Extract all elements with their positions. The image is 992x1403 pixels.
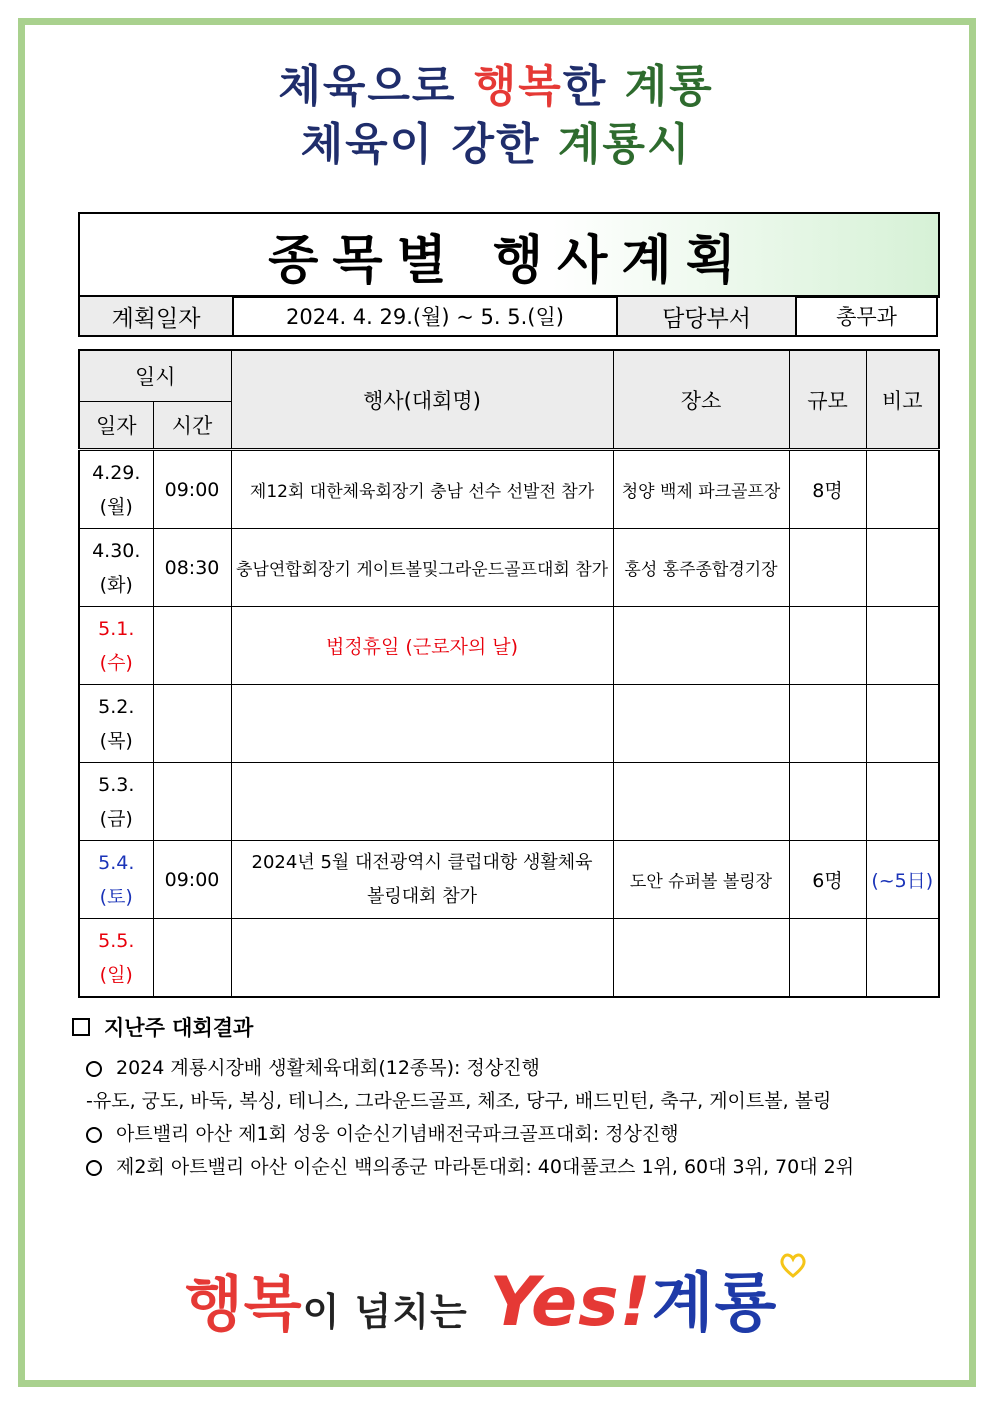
header-note: 비고 xyxy=(866,350,939,450)
place-cell: 도안 슈퍼볼 볼링장 xyxy=(613,841,789,919)
dept-value: 총무과 xyxy=(796,296,937,336)
header-datetime: 일시 xyxy=(79,350,231,402)
place-cell: 청양 백제 파크골프장 xyxy=(613,450,789,529)
event-cell xyxy=(231,685,613,763)
header-scale: 규모 xyxy=(789,350,866,450)
results-heading-text: 지난주 대회결과 xyxy=(104,1016,254,1040)
event-cell: 제12회 대한체육회장기 충남 선수 선발전 참가 xyxy=(231,450,613,529)
slogan-text: 체육이 강한 xyxy=(300,119,558,170)
scale-cell xyxy=(789,607,866,685)
slogan-text: 계룡시 xyxy=(557,119,692,170)
note-cell: (~5日) xyxy=(866,841,939,919)
date-cell xyxy=(79,607,153,685)
slogan-line-1 xyxy=(0,50,992,114)
table-row xyxy=(79,529,939,607)
header-place: 장소 xyxy=(613,350,789,450)
scale-cell xyxy=(789,685,866,763)
event-cell: 2024년 5월 대전광역시 클럽대항 생활체육 볼링대회 참가 xyxy=(231,841,613,919)
place-cell xyxy=(613,685,789,763)
schedule-body xyxy=(79,450,939,998)
weekday-text: (일) xyxy=(99,963,133,986)
result-item-text: 2024 계룡시장배 생활체육대회(12종목): 정상진행 xyxy=(116,1057,540,1079)
footer-text: 행복 xyxy=(184,1270,303,1340)
weekday-text: (화) xyxy=(99,573,133,596)
scale-cell xyxy=(789,763,866,841)
header-event: 행사(대회명) xyxy=(231,350,613,450)
note-cell xyxy=(866,919,939,998)
schedule-table xyxy=(78,349,940,998)
table-row xyxy=(79,919,939,998)
time-cell: 09:00 xyxy=(153,450,231,529)
results-heading xyxy=(72,1012,952,1042)
slogan-text: 체육으로 xyxy=(278,61,474,112)
place-cell xyxy=(613,607,789,685)
date-text: 4.30. xyxy=(92,539,141,562)
place-cell xyxy=(613,919,789,998)
note-cell xyxy=(866,450,939,529)
note-cell xyxy=(866,763,939,841)
header-time: 시간 xyxy=(153,402,231,450)
date-text: 5.5. xyxy=(98,929,135,952)
time-cell xyxy=(153,607,231,685)
date-text: 5.4. xyxy=(98,851,135,874)
weekday-text: (금) xyxy=(99,807,133,830)
document-title: 종목별 행사계획 xyxy=(268,230,750,291)
event-cell xyxy=(231,919,613,998)
table-row xyxy=(79,450,939,529)
document-title-box xyxy=(78,212,940,298)
circle-bullet-icon xyxy=(86,1127,102,1143)
date-cell xyxy=(79,841,153,919)
slogan-text: 행복 xyxy=(473,61,563,112)
footer-text: Yes! xyxy=(489,1263,652,1342)
result-item-text: -유도, 궁도, 바둑, 복싱, 테니스, 그라운드골프, 체조, 당구, 배드민턴, 축구, 게이트볼, 볼링 xyxy=(86,1090,832,1112)
plan-date-label: 계획일자 xyxy=(79,296,233,336)
scale-cell: 6명 xyxy=(789,841,866,919)
place-cell xyxy=(613,763,789,841)
time-cell: 09:00 xyxy=(153,841,231,919)
time-cell xyxy=(153,919,231,998)
header-date: 일자 xyxy=(79,402,153,450)
weekday-text: (월) xyxy=(99,495,133,518)
result-item xyxy=(72,1085,952,1118)
scale-cell xyxy=(789,919,866,998)
scale-cell xyxy=(789,529,866,607)
circle-bullet-icon xyxy=(86,1160,102,1176)
weekday-text: (목) xyxy=(99,729,133,752)
place-cell: 홍성 홍주종합경기장 xyxy=(613,529,789,607)
time-cell xyxy=(153,685,231,763)
slogan-text: 계룡 xyxy=(624,61,714,112)
footer-text: 계룡 xyxy=(651,1267,778,1341)
footer-text: 이 넘치는 xyxy=(302,1290,468,1334)
result-item-text: 아트밸리 아산 제1회 성웅 이순신기념배전국파크골프대회: 정상진행 xyxy=(116,1123,679,1145)
note-cell xyxy=(866,685,939,763)
square-bullet-icon xyxy=(72,1018,90,1036)
slogan-line-2 xyxy=(0,108,992,172)
note-cell xyxy=(866,607,939,685)
table-row xyxy=(79,607,939,685)
plan-date-value: 2024. 4. 29.(월) ~ 5. 5.(일) xyxy=(233,296,617,336)
table-row xyxy=(79,841,939,919)
date-cell xyxy=(79,450,153,529)
dept-label: 담당부서 xyxy=(617,296,796,336)
table-row xyxy=(79,763,939,841)
date-cell xyxy=(79,763,153,841)
event-cell xyxy=(231,763,613,841)
time-cell: 08:30 xyxy=(153,529,231,607)
date-cell xyxy=(79,685,153,763)
event-cell: 법정휴일 (근로자의 날) xyxy=(231,607,613,685)
heart-icon xyxy=(779,1252,807,1278)
plan-info-table xyxy=(78,295,938,337)
date-text: 5.3. xyxy=(98,773,135,796)
slogan-text: 한 xyxy=(562,61,625,112)
result-item-text: 제2회 아트밸리 아산 이순신 백의종군 마라톤대회: 40대풀코스 1위, 60대 3위, 70대 2위 xyxy=(116,1156,855,1178)
weekday-text: (토) xyxy=(99,885,133,908)
date-text: 5.1. xyxy=(98,617,135,640)
time-cell xyxy=(153,763,231,841)
results-list xyxy=(72,1052,952,1184)
result-item xyxy=(72,1118,952,1151)
scale-cell: 8명 xyxy=(789,450,866,529)
table-row xyxy=(79,685,939,763)
circle-bullet-icon xyxy=(86,1061,102,1077)
note-cell xyxy=(866,529,939,607)
result-item xyxy=(72,1151,952,1184)
event-cell: 충남연합회장기 게이트볼및그라운드골프대회 참가 xyxy=(231,529,613,607)
date-text: 4.29. xyxy=(92,461,141,484)
result-item xyxy=(72,1052,952,1085)
date-cell xyxy=(79,529,153,607)
date-text: 5.2. xyxy=(98,695,135,718)
footer-slogan xyxy=(0,1252,992,1344)
date-cell xyxy=(79,919,153,998)
last-week-results xyxy=(72,1012,952,1184)
weekday-text: (수) xyxy=(99,651,133,674)
